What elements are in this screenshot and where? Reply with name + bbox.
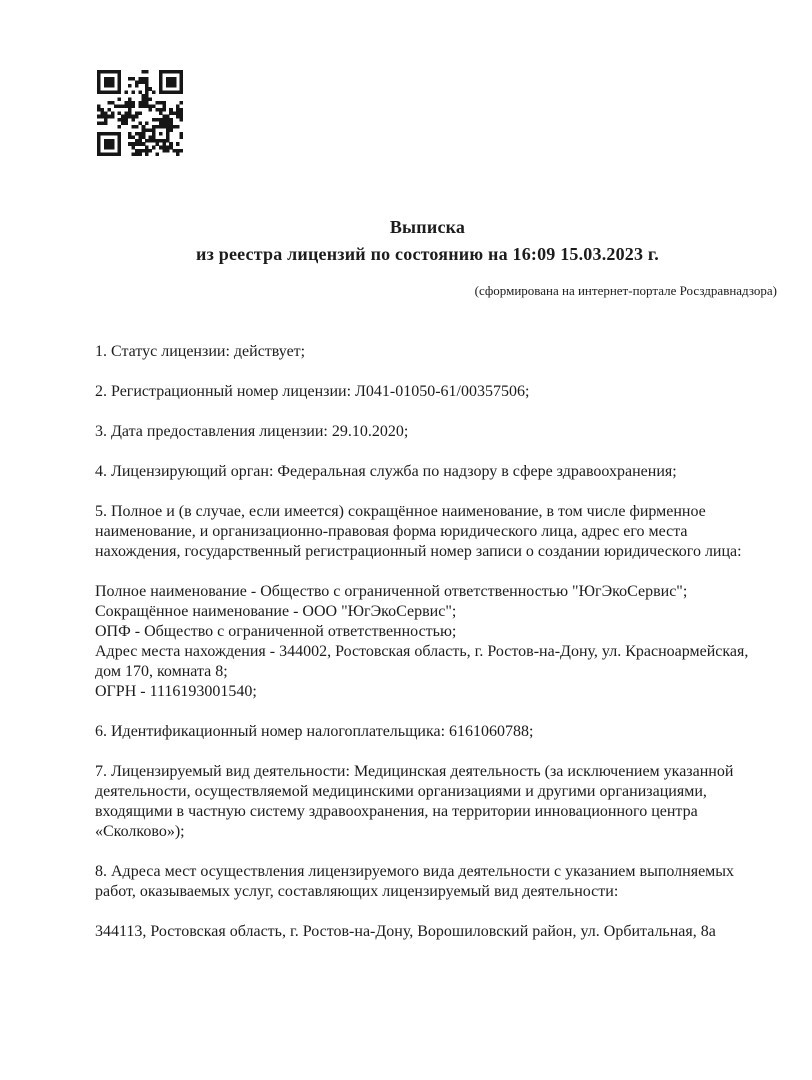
paragraph-line: 8. Адреса мест осуществления лицензируемого вида деятельности с указанием выполняемых работ, оказываемых услуг, составляющих лицензируемый вид деятельности: xyxy=(95,863,735,900)
paragraph xyxy=(95,922,755,942)
paragraph-line: Адрес места нахождения - 344002, Ростовская область, г. Ростов-на-Дону, ул. Красноармейская, дом 170, комната 8; xyxy=(95,643,749,680)
paragraph-line: Полное наименование - Общество с ограниченной ответственностью "ЮгЭкоСервис"; xyxy=(95,583,688,600)
paragraph-line: 2. Регистрационный номер лицензии: Л041-01050-61/00357506; xyxy=(95,383,530,400)
document-title-line1: Выписка xyxy=(389,217,466,237)
paragraph xyxy=(95,762,755,842)
paragraph-line: 4. Лицензирующий орган: Федеральная служба по надзору в сфере здравоохранения; xyxy=(95,463,677,480)
paragraph-line: 6. Идентификационный номер налогоплательщика: 6161060788; xyxy=(95,723,534,740)
paragraph-line: 3. Дата предоставления лицензии: 29.10.2020; xyxy=(95,423,409,440)
paragraph xyxy=(95,862,755,902)
paragraph-line: Сокращённое наименование - ООО "ЮгЭкоСервис"; xyxy=(95,603,457,620)
paragraph xyxy=(95,422,755,442)
qr-code-icon xyxy=(97,70,183,156)
paragraph xyxy=(95,382,755,402)
paragraph-line: 1. Статус лицензии: действует; xyxy=(95,343,306,360)
paragraph-line: 7. Лицензируемый вид деятельности: Медицинская деятельность (за исключением указанной деятельности, осуществляемой медицинскими организациями и другими организациями, входящими в частную систему здравоохранения, на территории инновационного центра «Сколково»); xyxy=(95,763,734,840)
paragraph xyxy=(95,502,755,562)
paragraph xyxy=(95,462,755,482)
paragraph-line: ОПФ - Общество с ограниченной ответственностью; xyxy=(95,623,457,640)
paragraph xyxy=(95,582,755,702)
paragraph xyxy=(95,722,755,742)
paragraph-line: 344113, Ростовская область, г. Ростов-на-Дону, Ворошиловский район, ул. Орбитальная, 8а xyxy=(95,923,716,940)
paragraph xyxy=(95,342,755,362)
document-subtitle: (сформирована на интернет-портале Росздравнадзора) xyxy=(474,283,777,298)
document-body xyxy=(95,342,755,962)
paragraph-line: ОГРН - 1116193001540; xyxy=(95,683,257,700)
document-title-line2: из реестра лицензий по состоянию на 16:09 15.03.2023 г. xyxy=(196,244,659,264)
document-title xyxy=(95,214,760,268)
paragraph-line: 5. Полное и (в случае, если имеется) сокращённое наименование, в том числе фирменное наименование, и организационно-правовая форма юридического лица, адрес его места нахождения, государственный регистрационный номер записи о создании юридического лица: xyxy=(95,503,742,560)
